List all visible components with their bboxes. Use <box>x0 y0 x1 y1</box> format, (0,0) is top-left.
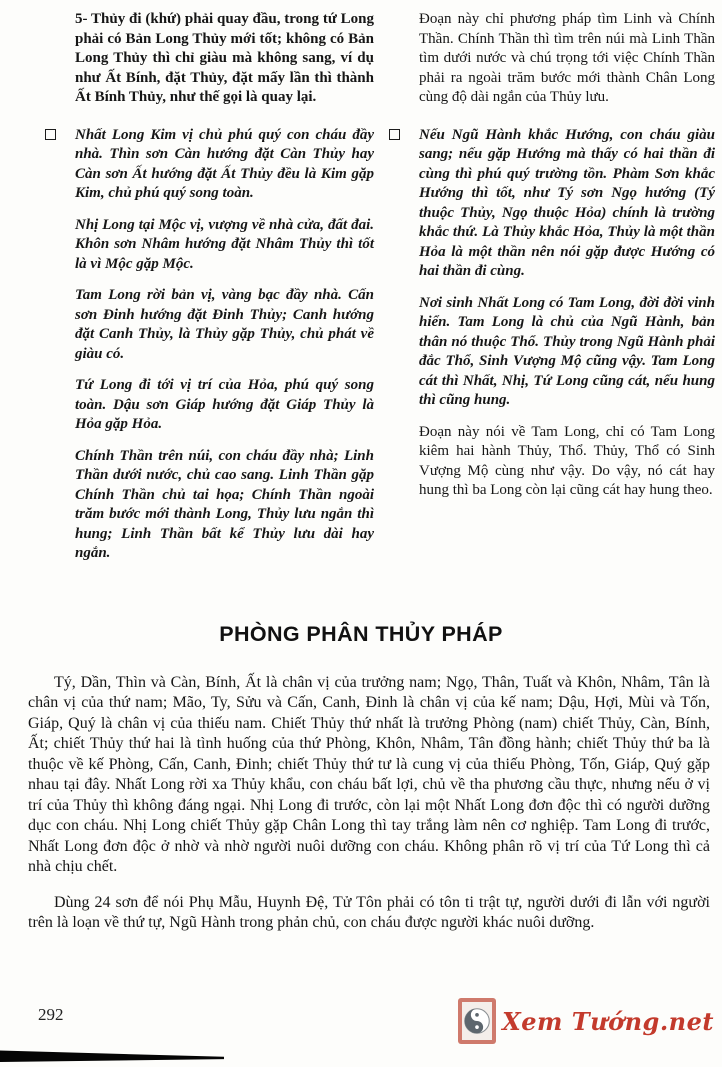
scan-artifact <box>0 1049 224 1062</box>
body-paragraph: Dùng 24 sơn để nói Phụ Mẫu, Huynh Đệ, Tử Tôn phải có tôn ti trật tự, người dưới đi lẫn với người trên là loạn về thứ tự, Ngũ Hành trong phản chủ, con cháu được người khác nuôi dưỡng. <box>28 893 710 931</box>
square-bullet-icon <box>389 129 400 140</box>
numbered-paragraph: 5- Thủy đi (khứ) phải quay đầu, trong tứ Long phải có Bản Long Thủy mới tốt; không có Bản Long Thủy thì chỉ giàu mà không sang, ví dụ như Ất Bính, đặt Thủy, đặt mấy lần thì thành Ất Bính Thủy, như thế gọi là quay lại. <box>75 11 374 105</box>
right-column <box>374 10 715 576</box>
closing-paragraph: Đoạn này nói về Tam Long, chỉ có Tam Long kiêm hai hành Thủy, Thổ. Thủy, Thổ có Sinh Vượng Mộ cùng như vậy. Do vậy, nó cát hay hung thì ba Long còn lại cũng cát hay hung theo. <box>419 423 715 498</box>
bullet-block <box>75 126 374 204</box>
bullet-block <box>419 126 715 282</box>
bullet-paragraph: Nếu Ngũ Hành khắc Hướng, con cháu giàu sang; nếu gặp Hướng mà thấy có hai thần đi cùng thì phú quý trường tồn. Phàm Sơn khắc Hướng thì tốt, như Tý sơn Ngọ hướng (Tý thuộc Thủy, Ngọ thuộc Hỏa) chính là trường khắc thứ. Là Thủy khắc Hỏa, Thủy là một thần Hỏa là một thần nên nói gặp được Hướng có hai thần đi cùng. <box>419 126 715 279</box>
watermark <box>458 998 714 1044</box>
intro-paragraph: Đoạn này chỉ phương pháp tìm Linh và Chính Thần. Chính Thần thì tìm trên núi mà Linh Thần tìm dưới nước và chú trọng tới việc Chính Thần phải ra ngoài trăm bước mới thành Chân Long cùng độ dài ngắn của Thủy lưu. <box>419 11 715 105</box>
left-column <box>28 10 374 576</box>
page-number: 292 <box>38 1005 64 1024</box>
bullet-paragraph: Tam Long rời bản vị, vàng bạc đầy nhà. Cấn sơn Đinh hướng đặt Đinh Thủy; Canh hướng đặt Canh Thủy, là Thủy gặp Thủy, chủ phát về giàu có. <box>75 287 374 362</box>
body-section <box>0 673 722 934</box>
bullet-paragraph: Chính Thần trên núi, con cháu đầy nhà; Linh Thần dưới nước, chủ cao sang. Linh Thần gặp Chính Thần chủ tai họa; Chính Thần ngoài trăm bước mới thành Long, Thủy lưu ngắn thì hung; Linh Thần bất kể Thủy lưu dài hay ngắn. <box>75 447 374 561</box>
yin-yang-icon <box>458 998 496 1044</box>
watermark-text: Xem Tướng.net <box>502 1006 714 1036</box>
bullet-paragraph: Tứ Long đi tới vị trí của Hỏa, phú quý song toàn. Dậu sơn Giáp hướng đặt Giáp Thủy là Hỏa gặp Hỏa. <box>75 377 374 432</box>
bullet-paragraph: Nhất Long Kim vị chủ phú quý con cháu đầy nhà. Thìn sơn Càn hướng đặt Càn Thủy hay Càn sơn Ất hướng đặt Ất Thủy đều là Kim gặp Kim, chủ phú quý song toàn. <box>75 126 374 201</box>
square-bullet-icon <box>45 129 56 140</box>
bullet-paragraph: Nơi sinh Nhất Long có Tam Long, đời đời vinh hiển. Tam Long là chủ của Ngũ Hành, bản thân nó thuộc Thổ. Thủy trong Ngũ Hành phải đắc Thổ, Sinh Vượng Mộ cũng vậy. Tam Long cát thì Nhất, Nhị, Tứ Long cũng cát, nếu hung thì cũng hung. <box>419 294 715 408</box>
section-heading: PHÒNG PHÂN THỦY PHÁP <box>219 621 503 646</box>
bullet-paragraph: Nhị Long tại Mộc vị, vượng về nhà cửa, đất đai. Khôn sơn Nhâm hướng đặt Nhâm Thủy thì tốt là vì Mộc gặp Mộc. <box>75 216 374 272</box>
body-paragraph: Tý, Dần, Thìn và Càn, Bính, Ất là chân vị của trưởng nam; Ngọ, Thân, Tuất và Khôn, Nhâm, Tân là chân vị của thứ nam; Mão, Ty, Sửu và Cấn, Canh, Đinh là chân vị của kế nam; Dậu, Hợi, Mùi và Tốn, Giáp, Quý là chân vị của thiếu nam. Chiết Thủy thứ nhất là trưởng Phòng (nam) chiết Thủy, Càn, Bính, Ất; chiết Thủy thứ hai là tình huống của thứ Phòng, Khôn, Nhâm, Tân đồng hành; chiết Thủy thứ ba là thuộc về kế Phòng, Cấn, Canh, Đinh; chiết Thủy thứ tư là cung vị của thiếu Phòng, Tốn, Giáp, Quý gặp nhau tại đây. Nhất Long rời xa Thủy khẩu, con cháu bất lợi, chủ về tha phương cầu thực, nhưng nếu ở vị trí của Thủy thì không đáng ngại. Nhị Long đi trước, còn lại một Nhất Long đơn độc thì có người dưỡng dục con cháu. Nhị Long chiết Thủy gặp Chân Long thì tay trắng làm nên cơ nghiệp. Tam Long đi trước, Nhất Long đơn độc ở nhờ và nhờ người nuôi dưỡng con cháu. Không phân rõ vị trí của Tứ Long thì cả nhà chịu chết. <box>28 673 710 875</box>
